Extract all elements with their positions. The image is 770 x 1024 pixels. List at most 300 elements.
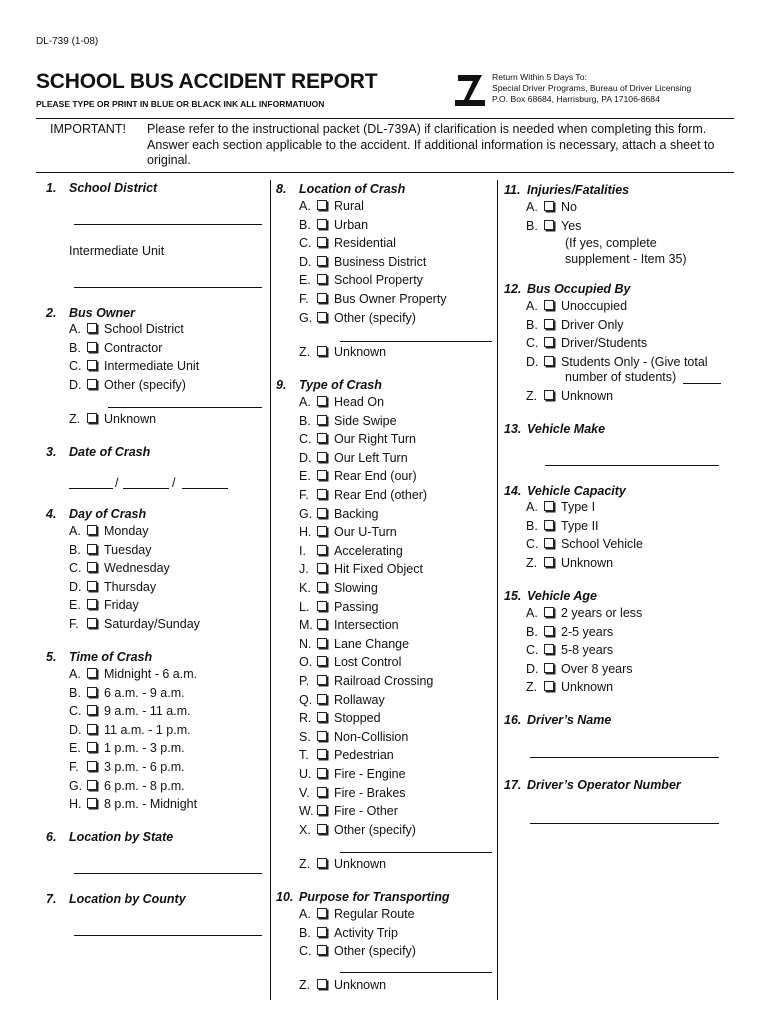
section-number: 13.	[504, 422, 522, 436]
write-in-line[interactable]	[123, 488, 169, 489]
checkbox-option[interactable]	[299, 616, 399, 635]
section-heading	[46, 507, 146, 521]
option-letter: A.	[69, 524, 81, 538]
option-label: School Property	[334, 273, 423, 288]
checkbox[interactable]	[317, 675, 327, 685]
checkbox[interactable]	[317, 787, 327, 797]
checkbox-option[interactable]	[69, 665, 197, 684]
section-title: Location by County	[69, 892, 186, 906]
section-number: 10.	[276, 890, 294, 904]
checkbox-option[interactable]	[69, 320, 184, 339]
checkbox-option[interactable]	[299, 449, 408, 468]
checkbox-option[interactable]	[299, 430, 416, 449]
checkbox-option[interactable]	[299, 467, 417, 486]
option-label: Passing	[334, 599, 379, 614]
checkbox[interactable]	[544, 337, 554, 347]
option-letter: O.	[299, 655, 313, 670]
section-heading	[504, 589, 597, 603]
checkbox-option[interactable]	[299, 253, 426, 272]
checkbox[interactable]	[544, 201, 554, 211]
column-divider	[270, 180, 271, 1000]
checkbox-option[interactable]	[526, 641, 613, 660]
option-letter: A.	[299, 395, 311, 409]
option-letter: R.	[299, 711, 312, 726]
section-title: Type of Crash	[299, 378, 382, 392]
option-letter: B.	[299, 413, 311, 428]
option-label: Hit Fixed Object	[334, 562, 423, 577]
write-in-line[interactable]	[545, 465, 719, 466]
checkbox[interactable]	[87, 599, 97, 609]
section-title: Injuries/Fatalities	[527, 183, 630, 197]
option-label: 2-5 years	[561, 624, 614, 639]
checkbox-option[interactable]	[526, 334, 647, 353]
option-label: Rollaway	[334, 692, 385, 707]
checkbox-option[interactable]	[526, 316, 624, 335]
write-in-line[interactable]	[74, 935, 262, 936]
checkbox-option[interactable]	[299, 765, 406, 784]
checkbox-option[interactable]	[69, 615, 200, 634]
option-letter: F.	[69, 617, 79, 631]
write-in-line[interactable]	[340, 341, 492, 342]
checkbox[interactable]	[317, 619, 327, 629]
return-line: Return Within 5 Days To:	[492, 72, 587, 82]
option-letter: C.	[526, 643, 539, 658]
section-heading	[46, 830, 173, 844]
checkbox[interactable]	[317, 470, 327, 480]
section-heading	[276, 378, 382, 392]
checkbox[interactable]	[317, 749, 327, 759]
write-in-line[interactable]	[340, 852, 492, 853]
checkbox-option[interactable]	[69, 758, 185, 777]
option-label: Tuesday	[104, 542, 152, 557]
option-label: 3 p.m. - 6 p.m.	[104, 760, 185, 774]
option-label: Backing	[334, 506, 379, 521]
section-title: Vehicle Make	[527, 422, 606, 436]
checkbox[interactable]	[87, 413, 97, 423]
option-label: Friday	[104, 598, 139, 613]
option-label: Wednesday	[104, 561, 170, 576]
option-letter: D.	[299, 254, 312, 269]
checkbox[interactable]	[87, 379, 97, 389]
checkbox-option[interactable]	[299, 505, 378, 524]
option-letter: D.	[526, 661, 539, 676]
option-label: Regular Route	[334, 907, 415, 921]
checkbox-option[interactable]	[299, 542, 403, 561]
write-in-line[interactable]	[182, 488, 228, 489]
checkbox[interactable]	[544, 681, 554, 691]
option-letter: E.	[299, 273, 311, 288]
checkbox-option[interactable]	[69, 522, 148, 541]
option-letter: Z.	[526, 389, 538, 403]
checkbox[interactable]	[317, 293, 327, 303]
checkbox[interactable]	[87, 562, 97, 572]
checkbox[interactable]	[544, 300, 554, 310]
checkbox-option[interactable]	[299, 709, 381, 728]
checkbox-option[interactable]	[299, 821, 416, 840]
option-label: Business District	[334, 254, 427, 269]
option-letter: B.	[69, 685, 81, 700]
option-label: No	[561, 200, 577, 214]
section-title: Vehicle Age	[527, 589, 597, 603]
checkbox[interactable]	[317, 768, 327, 778]
option-letter: Z.	[299, 978, 311, 992]
checkbox-option[interactable]	[299, 234, 396, 253]
checkbox[interactable]	[317, 927, 327, 937]
option-letter: Z.	[299, 345, 311, 359]
option-letter: A.	[69, 322, 81, 336]
checkbox[interactable]	[87, 705, 97, 715]
checkbox-option[interactable]	[69, 541, 151, 560]
checkbox[interactable]	[87, 780, 97, 790]
checkbox[interactable]	[87, 581, 97, 591]
checkbox[interactable]	[317, 979, 327, 989]
checkbox-option[interactable]	[299, 197, 364, 216]
write-in-line[interactable]	[69, 488, 113, 489]
checkbox[interactable]	[317, 219, 327, 229]
return-line: Special Driver Programs, Bureau of Driver Licensing	[492, 83, 692, 93]
option-letter: E.	[299, 469, 311, 484]
checkbox-option[interactable]	[69, 721, 191, 740]
option-label: Lost Control	[334, 655, 402, 670]
checkbox[interactable]	[87, 525, 97, 535]
option-label: Accelerating	[334, 543, 403, 558]
write-in-line[interactable]	[108, 407, 262, 408]
checkbox-option[interactable]	[299, 216, 368, 235]
option-label: Railroad Crossing	[334, 674, 434, 688]
option-label: Our U-Turn	[334, 525, 397, 540]
option-label: Over 8 years	[561, 661, 633, 676]
option-letter: B.	[526, 518, 538, 533]
checkbox-option[interactable]	[69, 684, 185, 703]
date-slash: /	[115, 476, 119, 490]
option-label: Our Left Turn	[334, 450, 408, 465]
section-title: Purpose for Transporting	[299, 890, 450, 904]
option-letter: F.	[299, 488, 309, 502]
checkbox-option[interactable]	[299, 343, 386, 362]
checkbox-option[interactable]	[299, 746, 394, 765]
checkbox[interactable]	[317, 563, 327, 573]
checkbox-option[interactable]	[299, 523, 397, 542]
checkbox[interactable]	[544, 607, 554, 617]
section-number: 12.	[504, 282, 522, 296]
option-letter: E.	[69, 741, 81, 756]
checkbox[interactable]	[87, 544, 97, 554]
checkbox[interactable]	[544, 319, 554, 329]
checkbox-option[interactable]	[299, 309, 416, 328]
checkbox-option[interactable]	[299, 924, 398, 943]
checkbox-option[interactable]	[299, 271, 423, 290]
option-label: Students Only - (Give total	[561, 354, 708, 369]
checkbox[interactable]	[87, 360, 97, 370]
option-label: Other (specify)	[334, 822, 416, 837]
return-line: P.O. Box 68684, Harrisburg, PA 17106-8684	[492, 94, 660, 104]
checkbox[interactable]	[317, 858, 327, 868]
checkbox-option[interactable]	[69, 777, 185, 796]
option-label: Urban	[334, 217, 369, 232]
section-title: School District	[69, 181, 158, 195]
option-letter: K.	[299, 581, 311, 595]
section-number: 14.	[504, 484, 522, 498]
checkbox-option[interactable]	[299, 290, 447, 309]
section-title: Time of Crash	[69, 650, 153, 664]
option-label: Type I	[561, 500, 596, 514]
checkbox-option[interactable]	[69, 357, 199, 376]
option-label: 1 p.m. - 3 p.m.	[104, 741, 185, 756]
option-label: Rear End (our)	[334, 469, 417, 484]
checkbox-option[interactable]	[526, 198, 577, 217]
checkbox-option[interactable]	[299, 672, 433, 691]
write-in-line[interactable]	[530, 757, 719, 758]
checkbox-option[interactable]	[299, 976, 386, 995]
option-letter: M.	[299, 618, 313, 633]
section-title: Driver’s Name	[527, 713, 612, 727]
checkbox[interactable]	[544, 520, 554, 530]
checkbox[interactable]	[317, 256, 327, 266]
write-in-line[interactable]	[74, 873, 262, 874]
checkbox-option[interactable]	[69, 596, 139, 615]
checkbox[interactable]	[317, 824, 327, 834]
option-letter: T.	[299, 748, 309, 763]
checkbox[interactable]	[87, 668, 97, 678]
checkbox-option[interactable]	[299, 728, 408, 747]
section-number: 6.	[46, 830, 57, 844]
section-title: Bus Owner	[69, 306, 135, 320]
section-number: 8.	[276, 182, 287, 196]
write-in-line[interactable]	[74, 224, 262, 225]
section-number: 16.	[504, 713, 522, 727]
option-label: Unknown	[334, 978, 387, 992]
write-in-line[interactable]	[340, 972, 492, 973]
option-label: School Vehicle	[561, 537, 644, 552]
checkbox-option[interactable]	[299, 784, 406, 803]
checkbox-option[interactable]	[69, 702, 191, 721]
checkbox-option[interactable]	[526, 604, 642, 623]
option-letter: C.	[69, 359, 82, 374]
checkbox[interactable]	[87, 342, 97, 352]
option-letter: F.	[69, 760, 79, 774]
section-heading	[46, 892, 186, 906]
option-label: 6 a.m. - 9 a.m.	[104, 685, 185, 700]
section-heading	[276, 182, 405, 196]
checkbox-option[interactable]	[299, 560, 423, 579]
option-label: Intermediate Unit	[104, 359, 200, 374]
option-letter: I.	[299, 543, 306, 558]
checkbox-option[interactable]	[299, 691, 385, 710]
checkbox[interactable]	[544, 220, 554, 230]
checkbox[interactable]	[544, 390, 554, 400]
checkbox-option[interactable]	[299, 635, 409, 654]
option-letter: G.	[69, 778, 83, 793]
checkbox-option[interactable]	[69, 410, 156, 429]
option-letter: S.	[299, 729, 311, 744]
checkbox-option[interactable]	[526, 297, 627, 316]
checkbox-option[interactable]	[299, 412, 397, 431]
checkbox[interactable]	[317, 731, 327, 741]
checkbox[interactable]	[544, 356, 554, 366]
penndot-logo-icon	[455, 72, 485, 106]
option-label: Side Swipe	[334, 413, 397, 428]
checkbox-option[interactable]	[526, 660, 633, 679]
checkbox[interactable]	[87, 724, 97, 734]
checkbox[interactable]	[544, 538, 554, 548]
option-letter: G.	[299, 506, 313, 521]
form-id: DL-739 (1-08)	[36, 36, 99, 47]
checkbox[interactable]	[544, 557, 554, 567]
checkbox-option[interactable]	[526, 498, 595, 517]
checkbox[interactable]	[317, 237, 327, 247]
option-label: 2 years or less	[561, 606, 643, 620]
option-letter: P.	[299, 674, 310, 688]
option-label: Other (specify)	[104, 377, 186, 392]
checkbox-option[interactable]	[526, 623, 613, 642]
checkbox-option[interactable]	[526, 678, 613, 697]
section-heading	[504, 422, 605, 436]
checkbox[interactable]	[87, 798, 97, 808]
checkbox-option[interactable]	[299, 598, 378, 617]
checkbox[interactable]	[87, 323, 97, 333]
checkbox[interactable]	[317, 545, 327, 555]
option-letter: G.	[299, 310, 313, 325]
option-label: Unknown	[334, 345, 387, 359]
divider	[36, 172, 734, 173]
option-letter: V.	[299, 785, 310, 800]
checkbox[interactable]	[317, 396, 327, 406]
option-letter: Z.	[526, 555, 538, 570]
option-letter: C.	[299, 236, 312, 251]
section-heading	[504, 484, 626, 498]
checkbox-option[interactable]	[299, 942, 416, 961]
checkbox[interactable]	[544, 501, 554, 511]
checkbox[interactable]	[544, 663, 554, 673]
option-label: Monday	[104, 524, 149, 538]
checkbox[interactable]	[87, 761, 97, 771]
checkbox-option[interactable]	[69, 795, 197, 814]
checkbox-option[interactable]	[69, 578, 156, 597]
option-letter: B.	[299, 925, 311, 940]
option-letter: B.	[69, 340, 81, 355]
option-label: Unknown	[104, 412, 157, 426]
option-label: 9 a.m. - 11 a.m.	[104, 704, 191, 719]
injury-note: (If yes, complete supplement - Item 35)	[565, 236, 687, 266]
option-label: 6 p.m. - 8 p.m.	[104, 778, 185, 793]
section-title: Location of Crash	[299, 182, 406, 196]
section-title: Day of Crash	[69, 507, 147, 521]
option-letter: A.	[299, 199, 311, 213]
checkbox-option[interactable]	[69, 376, 186, 395]
checkbox-option[interactable]	[299, 393, 384, 412]
checkbox-option[interactable]	[299, 802, 398, 821]
checkbox-option[interactable]	[69, 339, 162, 358]
checkbox[interactable]	[317, 452, 327, 462]
option-label: Unknown	[561, 555, 614, 570]
checkbox[interactable]	[87, 687, 97, 697]
section-number: 3.	[46, 445, 57, 459]
write-in-line[interactable]	[530, 823, 719, 824]
option-label: Unknown	[561, 680, 614, 695]
checkbox-option[interactable]	[526, 387, 613, 406]
checkbox[interactable]	[317, 694, 327, 704]
option-letter: X.	[299, 822, 311, 837]
write-in-line[interactable]	[683, 383, 721, 384]
option-letter: U.	[299, 767, 312, 781]
column-divider	[497, 180, 498, 1000]
option-letter: A.	[526, 200, 538, 214]
option-letter: A.	[526, 606, 538, 620]
checkbox-option[interactable]	[299, 905, 415, 924]
checkbox-option[interactable]	[526, 535, 643, 554]
option-label: Type II	[561, 518, 599, 533]
checkbox[interactable]	[317, 908, 327, 918]
checkbox[interactable]	[317, 805, 327, 815]
checkbox[interactable]	[317, 489, 327, 499]
divider	[36, 118, 734, 119]
section-title: Date of Crash	[69, 445, 151, 459]
checkbox-option[interactable]	[69, 559, 170, 578]
checkbox[interactable]	[317, 638, 327, 648]
option-label: Fire - Engine	[334, 767, 406, 781]
option-letter: C.	[69, 561, 82, 576]
checkbox-option[interactable]	[299, 486, 427, 505]
option-label: School District	[104, 322, 184, 336]
return-address	[492, 72, 691, 105]
section-number: 7.	[46, 892, 57, 906]
checkbox[interactable]	[317, 433, 327, 443]
option-letter: L.	[299, 599, 310, 614]
option-letter: C.	[69, 704, 82, 719]
checkbox-option[interactable]	[299, 653, 401, 672]
checkbox[interactable]	[317, 526, 327, 536]
write-in-line[interactable]	[74, 287, 262, 288]
checkbox[interactable]	[317, 312, 327, 322]
section-title: Bus Occupied By	[527, 282, 631, 296]
checkbox[interactable]	[317, 274, 327, 284]
important-text: Please refer to the instructional packet (DL-739A) if clarification is needed when completing this form. Answer each section applicable to the accident. If additional information is necessary, attach a sheet to original.	[147, 122, 715, 167]
section-heading	[46, 650, 152, 664]
checkbox[interactable]	[317, 582, 327, 592]
checkbox[interactable]	[317, 601, 327, 611]
option-label: Slowing	[334, 581, 378, 595]
checkbox-option[interactable]	[526, 517, 599, 536]
section-number: 9.	[276, 378, 287, 392]
checkbox-option[interactable]	[299, 855, 386, 874]
checkbox[interactable]	[317, 656, 327, 666]
option-label: Unoccupied	[561, 299, 628, 313]
checkbox[interactable]	[317, 508, 327, 518]
checkbox-option[interactable]	[526, 353, 708, 372]
section-title: Location by State	[69, 830, 174, 844]
checkbox[interactable]	[317, 415, 327, 425]
option-label: Rear End (other)	[334, 488, 428, 502]
checkbox-option[interactable]	[526, 217, 581, 236]
option-letter: J.	[299, 562, 309, 577]
option-label: Contractor	[104, 340, 163, 355]
checkbox[interactable]	[317, 712, 327, 722]
checkbox[interactable]	[544, 644, 554, 654]
checkbox[interactable]	[87, 618, 97, 628]
checkbox[interactable]	[544, 626, 554, 636]
option-letter: Z.	[526, 680, 538, 695]
option-label: Yes	[561, 218, 582, 233]
option-letter: H.	[299, 525, 312, 540]
checkbox-option[interactable]	[69, 739, 185, 758]
checkbox[interactable]	[317, 945, 327, 955]
checkbox[interactable]	[317, 200, 327, 210]
option-letter: D.	[69, 377, 82, 392]
checkbox[interactable]	[317, 346, 327, 356]
checkbox-option[interactable]	[299, 579, 378, 598]
checkbox[interactable]	[87, 742, 97, 752]
checkbox-option[interactable]	[526, 554, 613, 573]
